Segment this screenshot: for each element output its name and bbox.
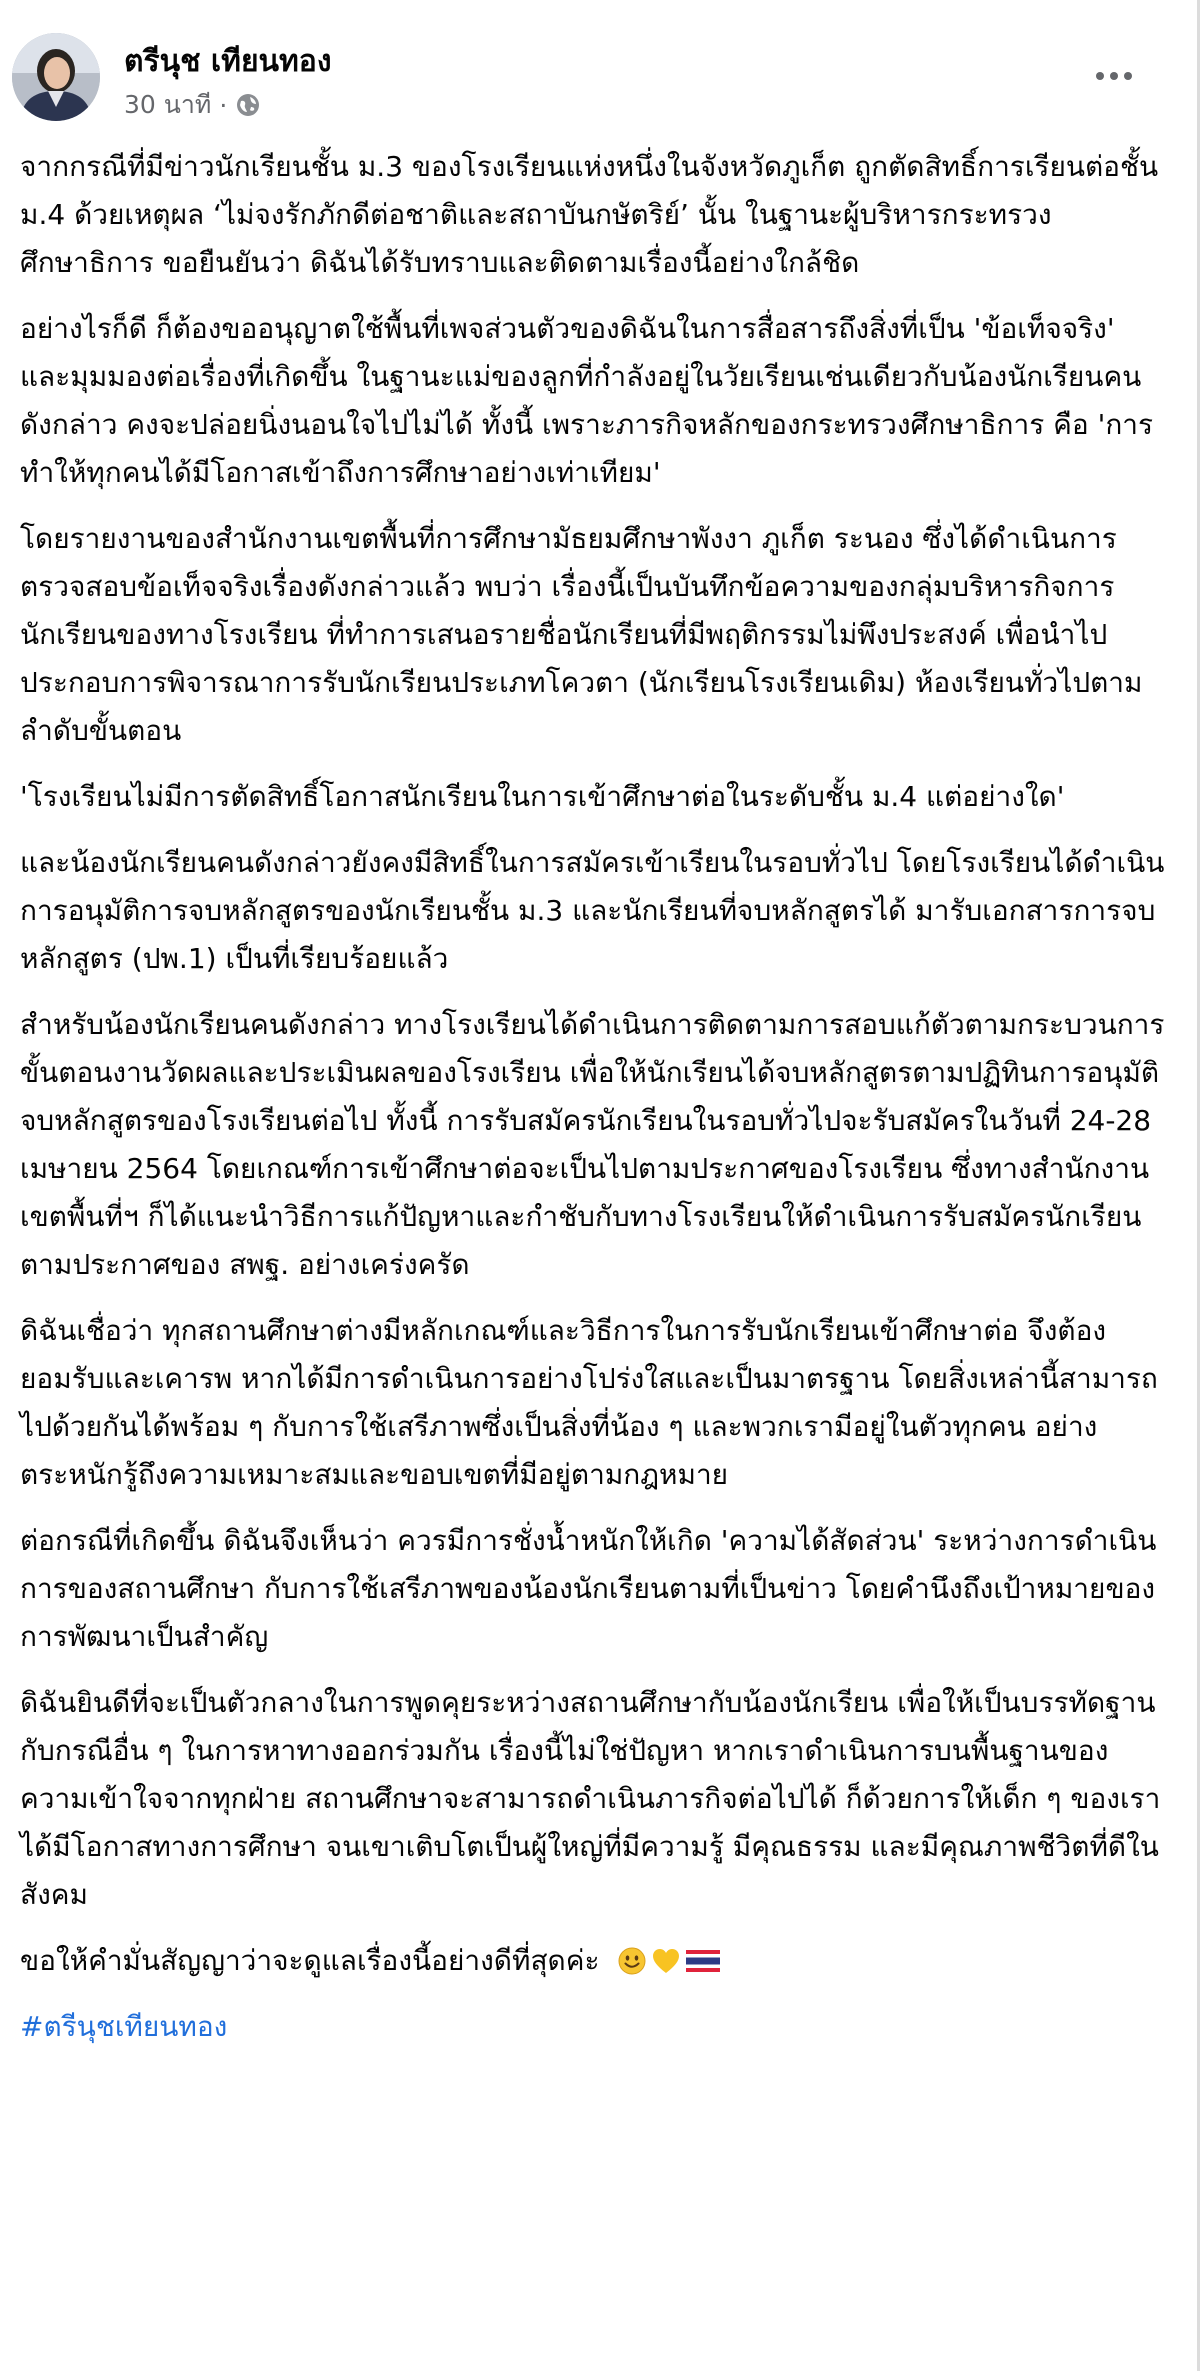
post-paragraph: ดิฉันเชื่อว่า ทุกสถานศึกษาต่างมีหลักเกณฑ์และวิธีการในการรับนักเรียนเข้าศึกษาต่อ จึงต้องยอมรับและเคารพ หากได้มีการดำเนินการอย่างโปร่งใสและเป็นมาตรฐาน โดยสิ่งเหล่านี้สามารถไปด้วยกันได้พร้อม ๆ กับการใช้เสรีภาพซึ่งเป็นสิ่งที่น้อง ๆ และพวกเรามีอยู่ในตัวทุกคน อย่างตระหนักรู้ถึงความเหมาะสมและขอบเขตที่มีอยู่ตามกฎหมาย (20, 1314, 1158, 1491)
post-meta (124, 87, 261, 123)
post-paragraph: สำหรับน้องนักเรียนคนดังกล่าว ทางโรงเรียนได้ดำเนินการติดตามการสอบแก้ตัวตามกระบวนการขั้นตอนงานวัดผลและประเมินผลของโรงเรียน เพื่อให้นักเรียนได้จบหลักสูตรตามปฏิทินการอนุมัติจบหลักสูตรของโรงเรียนต่อไป ทั้งนี้ การรับสมัครนักเรียนในรอบทั่วไปจะรับสมัครในวันที่ 24-28 เมษายน 2564 โดยเกณฑ์การเข้าศึกษาต่อจะเป็นไปตามประกาศของโรงเรียน ซึ่งทางสำนักงานเขตพื้นที่ฯ ก็ได้แนะนำวิธีการแก้ปัญหาและกำชับกับทางโรงเรียนให้ดำเนินการรับสมัครนักเรียนตามประกาศของ สพฐ. อย่างเคร่งครัด (20, 1008, 1165, 1281)
author-name[interactable]: ตรีนุช เทียนทอง (124, 44, 332, 79)
closing-emojis (617, 1946, 721, 1976)
post-paragraph: และน้องนักเรียนคนดังกล่าวยังคงมีสิทธิ์ในการสมัครเข้าเรียนในรอบทั่วไป โดยโรงเรียนได้ดำเนินการอนุมัติการจบหลักสูตรของนักเรียนชั้น ม.3 และนักเรียนที่จบหลักสูตรได้ มารับเอกสารการจบหลักสูตร (ปพ.1) เป็นที่เรียบร้อยแล้ว (20, 846, 1165, 975)
post-paragraph: โดยรายงานของสำนักงานเขตพื้นที่การศึกษามัธยมศึกษาพังงา ภูเก็ต ระนอง ซึ่งได้ดำเนินการตรวจสอบข้อเท็จจริงเรื่องดังกล่าวแล้ว พบว่า เรื่องนี้เป็นบันทึกข้อความของกลุ่มบริหารกิจการนักเรียนของทางโรงเรียน ที่ทำการเสนอรายชื่อนักเรียนที่มีพฤติกรรมไม่พึงประสงค์ เพื่อนำไปประกอบการพิจารณาการรับนักเรียนประเภทโควตา (นักเรียนโรงเรียนเดิม) ห้องเรียนทั่วไปตามลำดับขั้นตอน (20, 522, 1143, 747)
post-paragraph: ดิฉันยินดีที่จะเป็นตัวกลางในการพูดคุยระหว่างสถานศึกษากับน้องนักเรียน เพื่อให้เป็นบรรทัดฐานกับกรณีอื่น ๆ ในการหาทางออกร่วมกัน เรื่องนี้ไม่ใช่ปัญหา หากเราดำเนินการบนพื้นฐานของความเข้าใจจากทุกฝ่าย สถานศึกษาจะสามารถดำเนินภารกิจต่อไปได้ ก็ด้วยการให้เด็ก ๆ ของเราได้มีโอกาสทางการศึกษา จนเขาเติบโตเป็นผู้ใหญ่ที่มีความรู้ มีคุณธรรม และมีคุณภาพชีวิตที่ดีในสังคม (20, 1686, 1161, 1911)
author-avatar[interactable] (12, 33, 100, 121)
closing-text: ขอให้คำมั่นสัญญาว่าจะดูแลเรื่องนี้อย่างดีที่สุดค่ะ (20, 1944, 600, 1977)
closing-line (20, 1937, 1170, 1985)
post-paragraph: ต่อกรณีที่เกิดขึ้น ดิฉันจึงเห็นว่า ควรมีการชั่งน้ำหนักให้เกิด 'ความได้สัดส่วน' ระหว่างการดำเนินการของสถานศึกษา กับการใช้เสรีภาพของน้องนักเรียนตามที่เป็นข่าว โดยคำนึงถึงเป้าหมายของการพัฒนาเป็นสำคัญ (20, 1524, 1157, 1653)
post-time[interactable]: 30 นาที (124, 90, 212, 119)
hashtag-link[interactable]: #ตรีนุชเทียนทอง (20, 2010, 228, 2043)
more-options-button[interactable] (1090, 60, 1138, 92)
post-paragraph: 'โรงเรียนไม่มีการตัดสิทธิ์โอกาสนักเรียนในการเข้าศึกษาต่อในระดับชั้น ม.4 แต่อย่างใด' (20, 780, 1065, 813)
avatar-portrait-icon (12, 33, 100, 121)
post-paragraph: จากกรณีที่มีข่าวนักเรียนชั้น ม.3 ของโรงเรียนแห่งหนึ่งในจังหวัดภูเก็ต ถูกตัดสิทธิ์การเรียนต่อชั้น ม.4 ด้วยเหตุผล ‘ไม่จงรักภักดีต่อชาติและสถาบันกษัตริย์’ นั้น ในฐานะผู้บริหารกระทรวงศึกษาธิการ ขอยืนยันว่า ดิฉันได้รับทราบและติดตามเรื่องนี้อย่างใกล้ชิด (20, 150, 1159, 279)
more-horizontal-icon (1094, 71, 1134, 81)
post-header (0, 0, 1200, 140)
thai-flag-emoji-icon (685, 1948, 721, 1974)
globe-icon[interactable] (235, 92, 261, 118)
meta-separator: · (219, 90, 228, 120)
post-paragraph: อย่างไรก็ดี ก็ต้องขออนุญาตใช้พื้นที่เพจส่วนตัวของดิฉันในการสื่อสารถึงสิ่งที่เป็น 'ข้อเท็จจริง' และมุมมองต่อเรื่องที่เกิดขึ้น ในฐานะแม่ของลูกที่กำลังอยู่ในวัยเรียนเช่นเดียวกับน้องนักเรียนคนดังกล่าว คงจะปล่อยนิ่งนอนใจไปไม่ได้ ทั้งนี้ เพราะภารกิจหลักของกระทรวงศึกษาธิการ คือ 'การทำให้ทุกคนได้มีโอกาสเข้าถึงการศึกษาอย่างเท่าเทียม' (20, 312, 1154, 489)
post-body (20, 143, 1170, 2051)
yellow-heart-emoji-icon (651, 1946, 681, 1976)
smiley-emoji-icon (617, 1946, 647, 1976)
